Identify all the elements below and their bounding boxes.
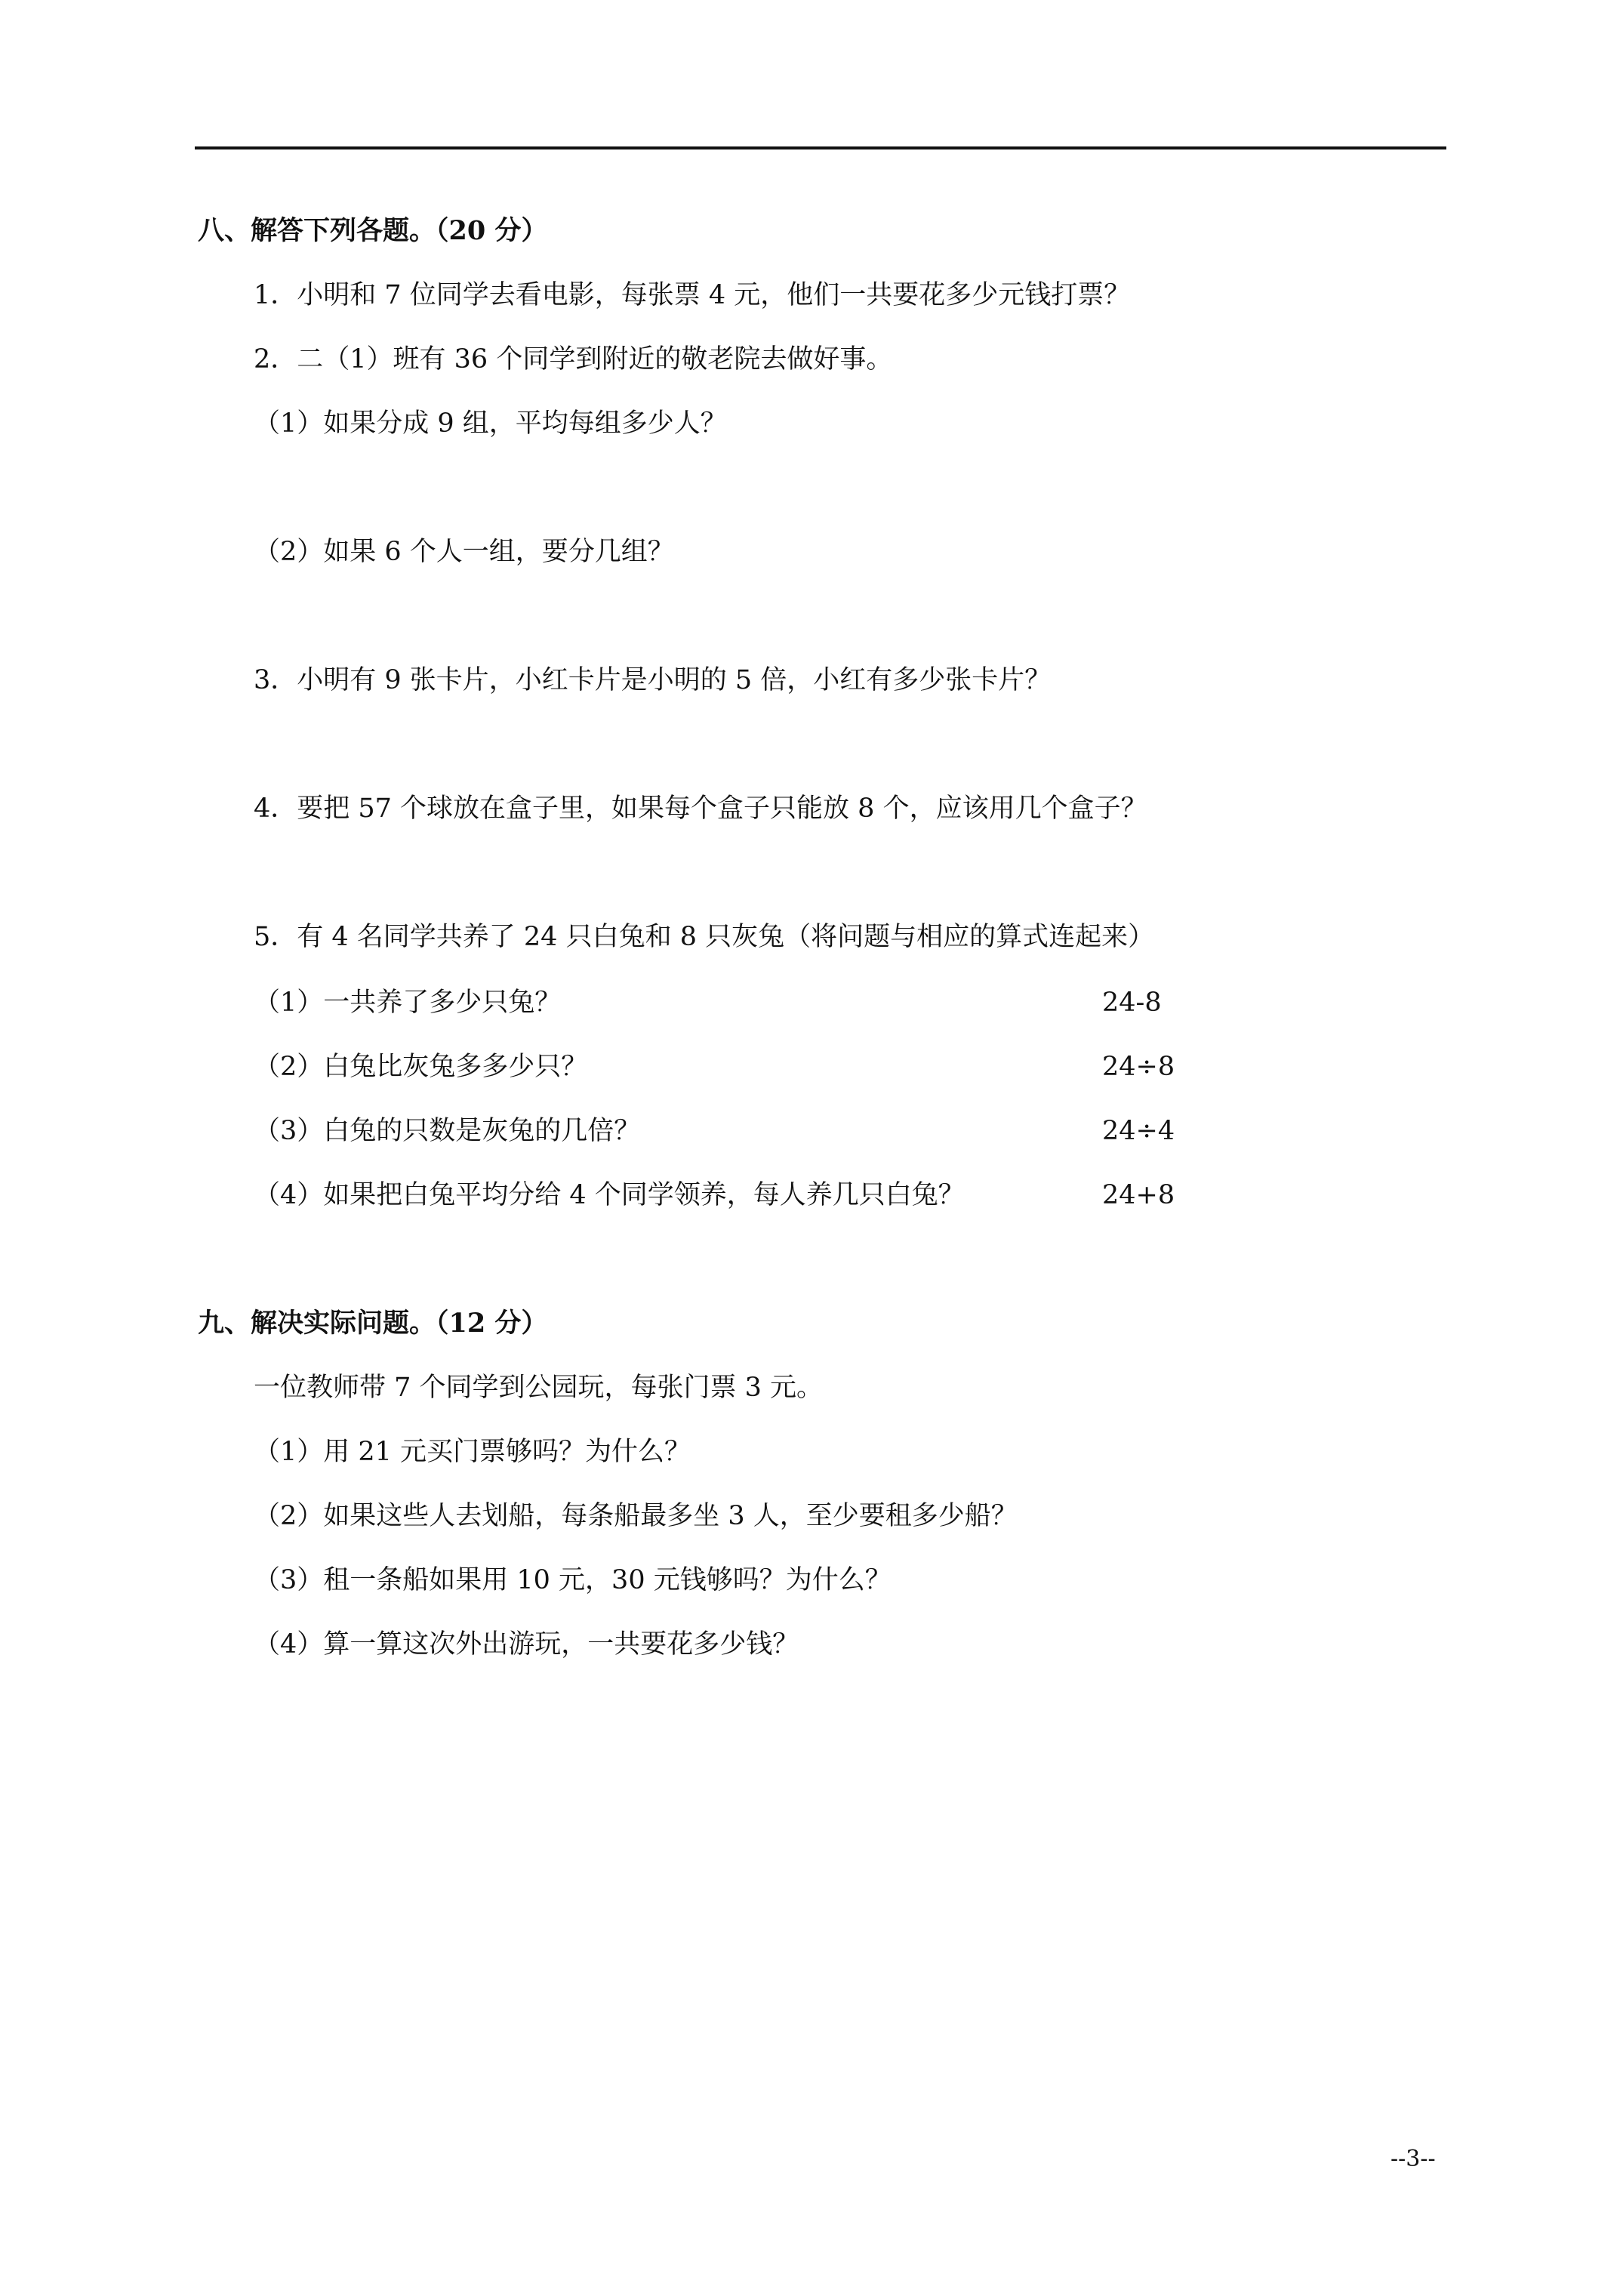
question-2: 2．二（1）班有 36 个同学到附近的敬老院去做好事。 [254,344,893,374]
page-number: --3-- [1390,2146,1436,2172]
matching-formula-3: 24÷4 [1102,1116,1175,1146]
matching-question-4: （4）如果把白兔平均分给 4 个同学领养，每人养几只白兔？ [254,1180,965,1210]
question-4: 4．要把 57 个球放在盒子里，如果每个盒子只能放 8 个，应该用几个盒子？ [254,794,1147,824]
question-1: 1．小明和 7 位同学去看电影，每张票 4 元，他们一共要花多少元钱打票？ [254,280,1131,310]
question-2-part-2: （2）如果 6 个人一组，要分几组？ [254,537,674,567]
section-8-title: 八、解答下列各题。（20 分） [198,215,548,246]
question-3: 3．小明有 9 张卡片，小红卡片是小明的 5 倍，小红有多少张卡片？ [254,665,1052,695]
section-9-item-2: （2）如果这些人去划船，每条船最多坐 3 人，至少要租多少船？ [254,1501,1018,1531]
matching-formula-1: 24-8 [1102,988,1162,1018]
matching-question-3: （3）白兔的只数是灰兔的几倍？ [254,1116,641,1146]
section-9-item-4: （4）算一算这次外出游玩，一共要花多少钱？ [254,1629,799,1660]
section-9-item-3: （3）租一条船如果用 10 元，30 元钱够吗？为什么？ [254,1565,892,1595]
section-9-intro: 一位教师带 7 个同学到公园玩，每张门票 3 元。 [254,1373,824,1403]
question-5: 5．有 4 名同学共养了 24 只白兔和 8 只灰兔（将问题与相应的算式连起来） [254,922,1155,952]
section-9-title: 九、解决实际问题。（12 分） [198,1308,548,1339]
question-2-part-1: （1）如果分成 9 组，平均每组多少人？ [254,408,727,439]
matching-question-2: （2）白兔比灰兔多多少只？ [254,1052,588,1082]
section-9-item-1: （1）用 21 元买门票够吗？为什么？ [254,1437,691,1467]
matching-formula-4: 24+8 [1102,1180,1175,1210]
matching-formula-2: 24÷8 [1102,1052,1175,1082]
matching-question-1: （1）一共养了多少只兔？ [254,988,562,1018]
header-rule [195,146,1446,149]
